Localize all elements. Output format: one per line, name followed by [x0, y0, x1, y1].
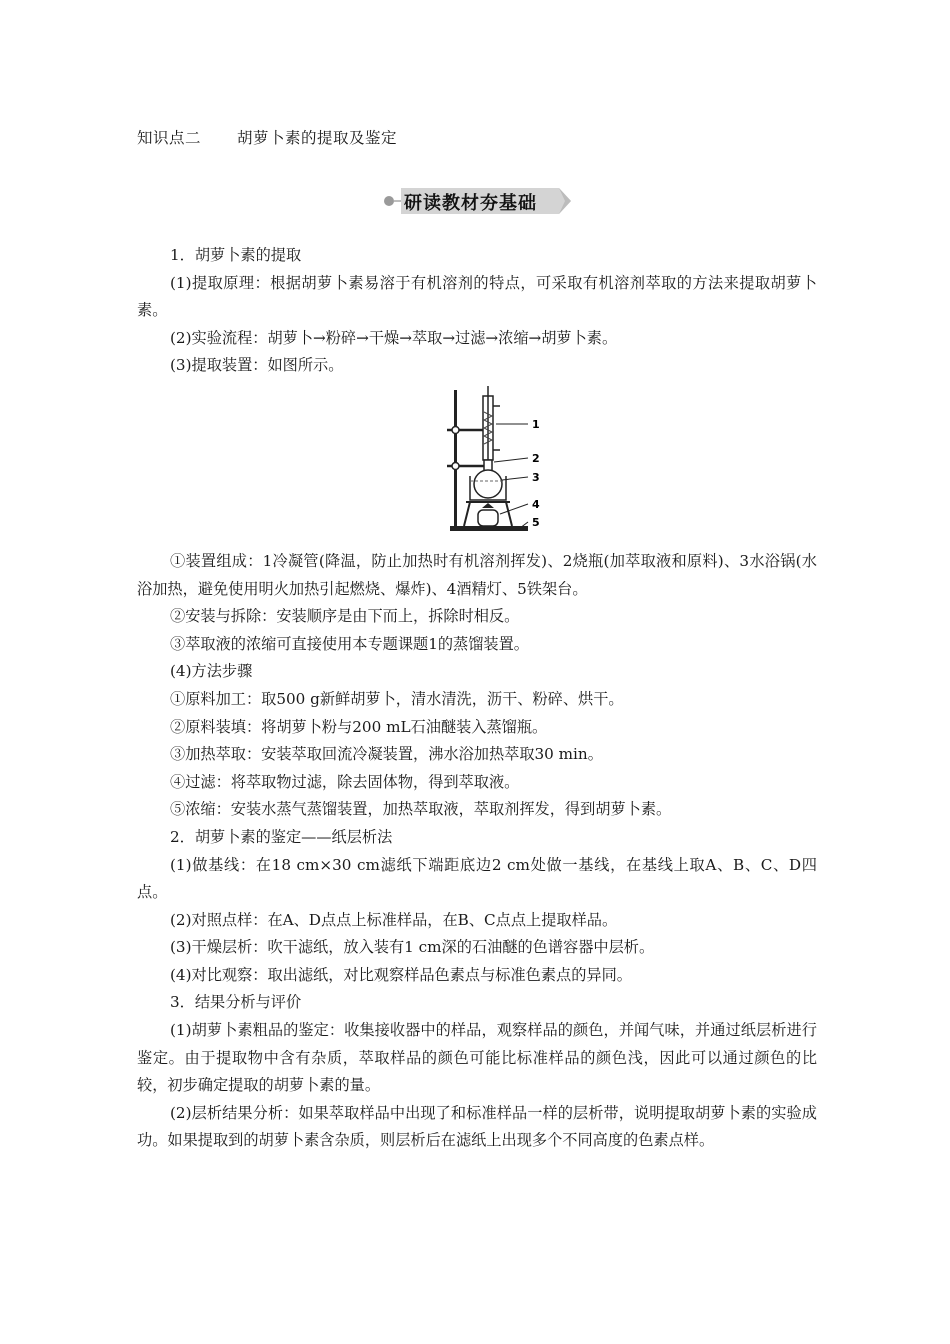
- paragraph-11: ③加热萃取：安装萃取回流冷凝装置，沸水浴加热萃取30 min。: [170, 745, 603, 764]
- paragraph-6: ②安装与拆除：安装顺序是由下而上，拆除时相反。: [170, 607, 520, 626]
- figure-label-3: 3: [532, 470, 540, 484]
- paragraph-16: (2)对照点样：在A、D点点上标准样品，在B、C点点上提取样品。: [170, 910, 618, 929]
- apparatus-figure: [137, 384, 817, 544]
- extraction-apparatus-diagram: [442, 384, 552, 539]
- figure-label-1: 1: [532, 417, 540, 431]
- paragraph-21: (2)层析结果分析：如果萃取样品中出现了和标准样品一样的层析带，说明提取胡萝卜素的实验成功。如果提取到的胡萝卜素含杂质，则层析后在滤纸上出现多个不同高度的色素点样。: [137, 1103, 817, 1150]
- paragraph-15: (1)做基线：在18 cm×30 cm滤纸下端距底边2 cm处做一基线，在基线上取A、B、C、D四点。: [137, 855, 817, 902]
- paragraph-3: (2)实验流程：胡萝卜→粉碎→干燥→萃取→过滤→浓缩→胡萝卜素。: [170, 328, 618, 347]
- figure-label-4: 4: [532, 497, 540, 511]
- paragraph-19: 3．结果分析与评价: [170, 993, 302, 1012]
- flask: [474, 470, 502, 498]
- paragraph-4: (3)提取装置：如图所示。: [170, 356, 344, 375]
- stand-rod: [454, 390, 457, 527]
- section-title: 胡萝卜素的提取及鉴定: [237, 129, 398, 147]
- figure-label-5: 5: [532, 515, 540, 529]
- paragraph-2: (1)提取原理：根据胡萝卜素易溶于有机溶剂的特点，可采取有机溶剂萃取的方法来提取胡萝卜素。: [137, 273, 817, 320]
- figure-label-2: 2: [532, 451, 540, 465]
- section-heading: [137, 126, 397, 148]
- paragraph-8: (4)方法步骤: [170, 662, 253, 681]
- paragraph-17: (3)干燥层析：吹干滤纸，放入装有1 cm深的石油醚的色谱容器中层析。: [170, 938, 655, 957]
- alcohol-lamp: [478, 510, 498, 526]
- paragraph-10: ②原料装填：将胡萝卜粉与200 mL石油醚装入蒸馏瓶。: [170, 717, 548, 736]
- paragraph-14: 2．胡萝卜素的鉴定——纸层析法: [170, 827, 393, 846]
- paragraph-5: ①装置组成：1冷凝管(降温，防止加热时有机溶剂挥发)、2烧瓶(加萃取液和原料)、3水浴锅(水浴加热，避免使用明火加热引起燃烧、爆炸)、4酒精灯、5铁架台。: [137, 551, 817, 598]
- paragraph-13: ⑤浓缩：安装水蒸气蒸馏装置，加热萃取液，萃取剂挥发，得到胡萝卜素。: [170, 800, 672, 819]
- document-body: [137, 242, 817, 1155]
- paragraph-7: ③萃取液的浓缩可直接使用本专题课题1的蒸馏装置。: [170, 634, 529, 653]
- section-label: 知识点二: [137, 129, 202, 147]
- paragraph-18: (4)对比观察：取出滤纸，对比观察样品色素点与标准色素点的异同。: [170, 965, 632, 984]
- paragraph-20: (1)胡萝卜素粗品的鉴定：收集接收器中的样品，观察样品的颜色，并闻气味，并通过纸层析进行鉴定。由于提取物中含有杂质，萃取样品的颜色可能比标准样品的颜色浅，因此可以通过颜色的比较，初步确定提取的胡萝卜素的量。: [137, 1021, 817, 1095]
- banner-title: 研读教材夯基础: [404, 193, 537, 214]
- paragraph-9: ①原料加工：取500 g新鲜胡萝卜，清水清洗，沥干、粉碎、烘干。: [170, 689, 624, 708]
- paragraph-1: 1．胡萝卜素的提取: [170, 246, 302, 264]
- paragraph-12: ④过滤：将萃取物过滤，除去固体物，得到萃取液。: [170, 772, 520, 791]
